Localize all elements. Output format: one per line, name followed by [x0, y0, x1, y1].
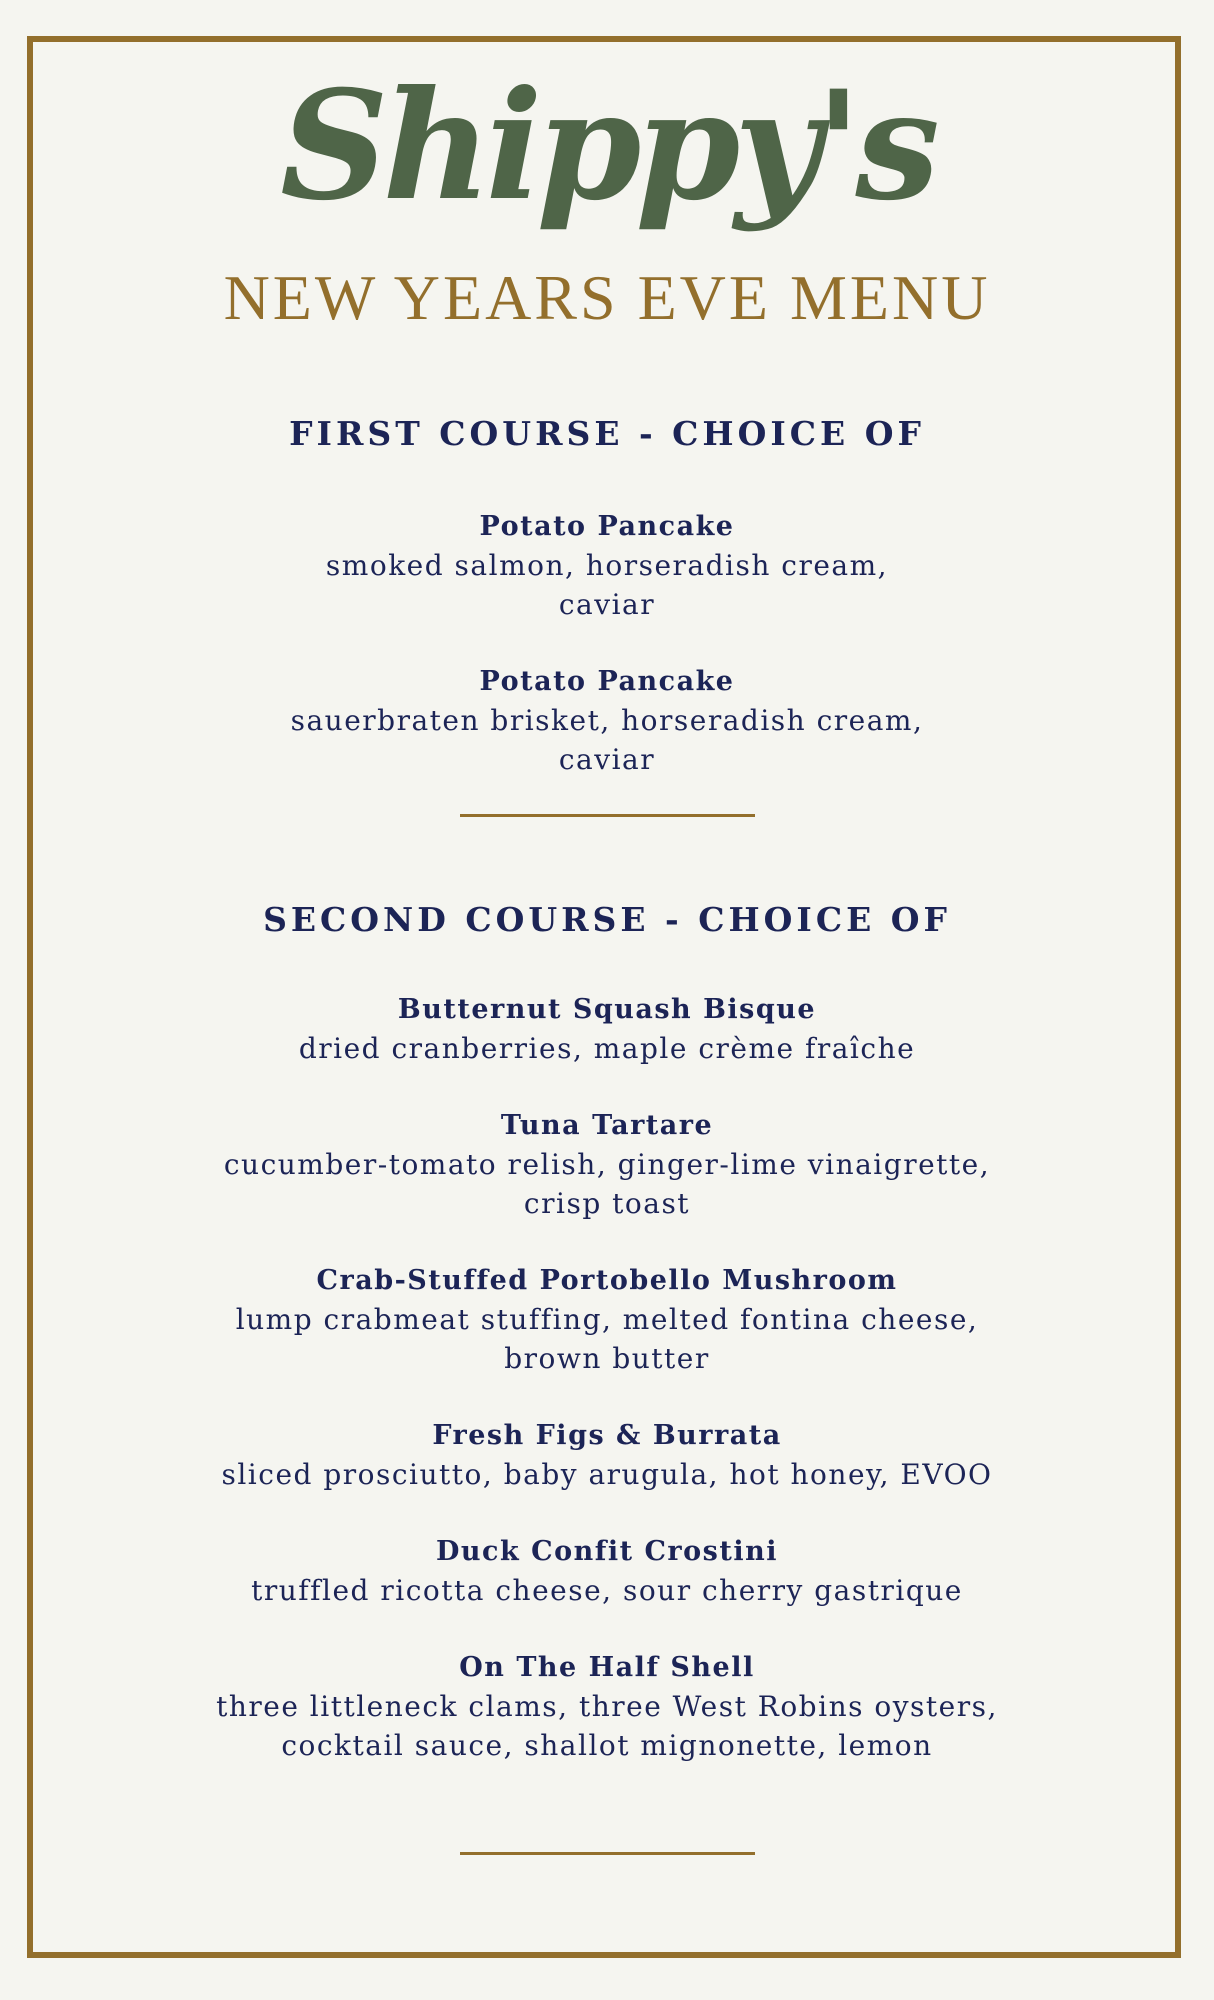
menu-item-description: caviar [558, 743, 656, 776]
menu-item-description: dried cranberries, maple crème fraîche [298, 1032, 916, 1065]
menu-item-name: Potato Pancake [479, 666, 735, 697]
menu-item-name: Fresh Figs & Burrata [432, 1420, 782, 1451]
menu-item-name: Duck Confit Crostini [435, 1536, 778, 1567]
menu-item [0, 1649, 1214, 1765]
menu-item-description: brown butter [504, 1342, 710, 1375]
shippys-logo-script [280, 40, 934, 270]
menu-item-description: crisp toast [523, 1187, 691, 1220]
shippys-logo [0, 40, 1214, 270]
logo-wordmark: Shippy's [280, 58, 934, 234]
menu-item [0, 663, 1214, 779]
menu-item-description: caviar [558, 588, 656, 621]
section-divider [460, 1852, 755, 1855]
menu-item-name: On The Half Shell [459, 1652, 755, 1683]
menu-item-description: sauerbraten brisket, horseradish cream, [290, 704, 924, 737]
menu-item-description: truffled ricotta cheese, sour cherry gastrique [251, 1574, 963, 1607]
section-heading-first-course: FIRST COURSE - CHOICE OF [289, 414, 925, 453]
menu-item-description: three littleneck clams, three West Robins oysters, [216, 1690, 998, 1723]
section-heading-second-course: SECOND COURSE - CHOICE OF [263, 900, 951, 939]
menu-item [0, 1107, 1214, 1223]
menu-item-description: cucumber-tomato relish, ginger-lime vinaigrette, [223, 1148, 991, 1181]
menu-item [0, 991, 1214, 1068]
menu-item-description: cocktail sauce, shallot mignonette, lemon [281, 1729, 933, 1762]
menu-item-description: smoked salmon, horseradish cream, [325, 549, 889, 582]
menu-item-name: Tuna Tartare [500, 1110, 714, 1141]
menu-item [0, 508, 1214, 624]
menu-item [0, 1533, 1214, 1610]
menu-item-name: Crab-Stuffed Portobello Mushroom [316, 1265, 898, 1296]
menu-item-description: lump crabmeat stuffing, melted fontina cheese, [235, 1303, 979, 1336]
menu-item-description: sliced prosciutto, baby arugula, hot honey, EVOO [221, 1458, 993, 1491]
menu-item [0, 1417, 1214, 1494]
section-divider [460, 814, 755, 817]
menu-title: NEW YEARS EVE MENU [223, 262, 991, 333]
menu-item [0, 1262, 1214, 1378]
menu-item-name: Potato Pancake [479, 511, 735, 542]
menu-item-name: Butternut Squash Bisque [397, 994, 817, 1025]
